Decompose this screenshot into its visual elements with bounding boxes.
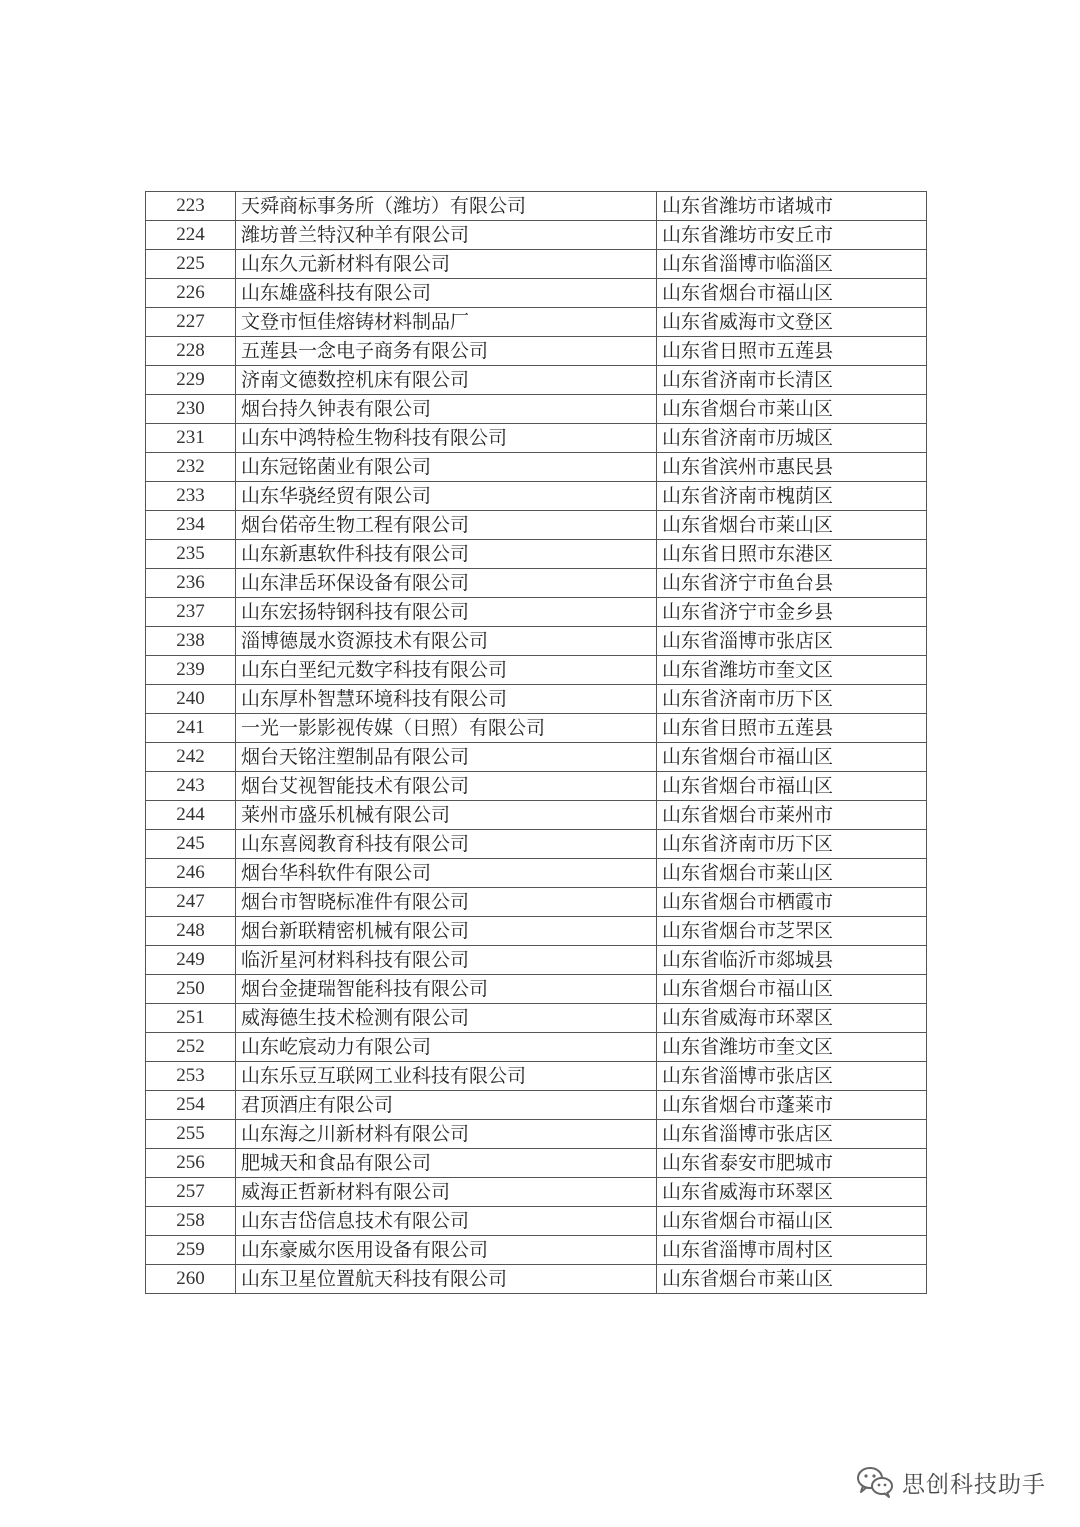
company-location: 山东省烟台市莱山区	[657, 859, 927, 888]
row-number: 233	[146, 482, 236, 511]
wechat-icon	[856, 1466, 894, 1498]
table-row	[146, 569, 927, 598]
row-number: 232	[146, 453, 236, 482]
company-location: 山东省淄博市周村区	[657, 1236, 927, 1265]
company-location: 山东省滨州市惠民县	[657, 453, 927, 482]
row-number: 224	[146, 221, 236, 250]
row-number: 235	[146, 540, 236, 569]
table-row	[146, 1178, 927, 1207]
table-row	[146, 598, 927, 627]
company-name: 山东中鸿特检生物科技有限公司	[236, 424, 657, 453]
company-name: 威海正哲新材料有限公司	[236, 1178, 657, 1207]
company-location: 山东省潍坊市奎文区	[657, 1033, 927, 1062]
company-location: 山东省烟台市福山区	[657, 743, 927, 772]
company-location: 山东省烟台市莱山区	[657, 395, 927, 424]
table-row	[146, 221, 927, 250]
company-location: 山东省日照市东港区	[657, 540, 927, 569]
row-number: 231	[146, 424, 236, 453]
company-name: 潍坊普兰特汉种羊有限公司	[236, 221, 657, 250]
row-number: 234	[146, 511, 236, 540]
company-name: 山东吉岱信息技术有限公司	[236, 1207, 657, 1236]
company-list-body	[146, 192, 927, 1294]
company-location: 山东省济南市历城区	[657, 424, 927, 453]
company-name: 临沂星河材料科技有限公司	[236, 946, 657, 975]
company-location: 山东省济南市长清区	[657, 366, 927, 395]
row-number: 253	[146, 1062, 236, 1091]
company-location: 山东省日照市五莲县	[657, 714, 927, 743]
row-number: 229	[146, 366, 236, 395]
table-row	[146, 743, 927, 772]
table-row	[146, 1033, 927, 1062]
company-location: 山东省淄博市张店区	[657, 1120, 927, 1149]
table-row	[146, 1120, 927, 1149]
company-location: 山东省烟台市芝罘区	[657, 917, 927, 946]
company-location: 山东省烟台市莱山区	[657, 1265, 927, 1294]
company-name: 山东海之川新材料有限公司	[236, 1120, 657, 1149]
row-number: 237	[146, 598, 236, 627]
company-name: 五莲县一念电子商务有限公司	[236, 337, 657, 366]
row-number: 244	[146, 801, 236, 830]
row-number: 258	[146, 1207, 236, 1236]
table-row	[146, 1091, 927, 1120]
company-name: 山东宏扬特钢科技有限公司	[236, 598, 657, 627]
company-location: 山东省淄博市临淄区	[657, 250, 927, 279]
row-number: 228	[146, 337, 236, 366]
company-name: 山东雄盛科技有限公司	[236, 279, 657, 308]
company-location: 山东省潍坊市安丘市	[657, 221, 927, 250]
table-row	[146, 859, 927, 888]
table-row	[146, 656, 927, 685]
watermark-text: 思创科技助手	[902, 1471, 1046, 1498]
row-number: 238	[146, 627, 236, 656]
table-row	[146, 946, 927, 975]
company-location: 山东省临沂市郯城县	[657, 946, 927, 975]
row-number: 247	[146, 888, 236, 917]
row-number: 257	[146, 1178, 236, 1207]
company-location: 山东省淄博市张店区	[657, 627, 927, 656]
company-location: 山东省烟台市莱州市	[657, 801, 927, 830]
company-location: 山东省烟台市栖霞市	[657, 888, 927, 917]
company-name: 山东华骁经贸有限公司	[236, 482, 657, 511]
company-name: 山东津岳环保设备有限公司	[236, 569, 657, 598]
table-row	[146, 1062, 927, 1091]
company-name: 山东乐豆互联网工业科技有限公司	[236, 1062, 657, 1091]
row-number: 254	[146, 1091, 236, 1120]
table-row	[146, 888, 927, 917]
table-row	[146, 511, 927, 540]
company-name: 烟台金捷瑞智能科技有限公司	[236, 975, 657, 1004]
company-location: 山东省淄博市张店区	[657, 1062, 927, 1091]
table-row	[146, 975, 927, 1004]
company-name: 山东厚朴智慧环境科技有限公司	[236, 685, 657, 714]
company-location: 山东省潍坊市奎文区	[657, 656, 927, 685]
company-list-table	[145, 191, 927, 1294]
row-number: 252	[146, 1033, 236, 1062]
company-location: 山东省烟台市福山区	[657, 772, 927, 801]
company-name: 淄博德晟水资源技术有限公司	[236, 627, 657, 656]
row-number: 241	[146, 714, 236, 743]
row-number: 225	[146, 250, 236, 279]
company-location: 山东省泰安市肥城市	[657, 1149, 927, 1178]
company-name: 济南文德数控机床有限公司	[236, 366, 657, 395]
company-name: 肥城天和食品有限公司	[236, 1149, 657, 1178]
table-row	[146, 366, 927, 395]
company-name: 烟台天铭注塑制品有限公司	[236, 743, 657, 772]
table-row	[146, 540, 927, 569]
row-number: 226	[146, 279, 236, 308]
table-row	[146, 424, 927, 453]
company-location: 山东省烟台市蓬莱市	[657, 1091, 927, 1120]
company-name: 山东久元新材料有限公司	[236, 250, 657, 279]
row-number: 239	[146, 656, 236, 685]
table-row	[146, 308, 927, 337]
company-name: 文登市恒佳熔铸材料制品厂	[236, 308, 657, 337]
table-row	[146, 685, 927, 714]
row-number: 240	[146, 685, 236, 714]
company-location: 山东省烟台市福山区	[657, 1207, 927, 1236]
company-location: 山东省烟台市莱山区	[657, 511, 927, 540]
company-name: 烟台新联精密机械有限公司	[236, 917, 657, 946]
table-row	[146, 714, 927, 743]
row-number: 259	[146, 1236, 236, 1265]
table-row	[146, 279, 927, 308]
company-name: 君顶酒庄有限公司	[236, 1091, 657, 1120]
table-row	[146, 192, 927, 221]
company-name: 山东白垩纪元数字科技有限公司	[236, 656, 657, 685]
company-location: 山东省济南市历下区	[657, 685, 927, 714]
table-row	[146, 395, 927, 424]
company-name: 山东屹宸动力有限公司	[236, 1033, 657, 1062]
company-name: 山东卫星位置航天科技有限公司	[236, 1265, 657, 1294]
row-number: 227	[146, 308, 236, 337]
table-row	[146, 250, 927, 279]
company-name: 烟台偌帝生物工程有限公司	[236, 511, 657, 540]
row-number: 236	[146, 569, 236, 598]
table-row	[146, 337, 927, 366]
row-number: 245	[146, 830, 236, 859]
company-name: 天舜商标事务所（潍坊）有限公司	[236, 192, 657, 221]
company-location: 山东省济宁市鱼台县	[657, 569, 927, 598]
company-name: 烟台华科软件有限公司	[236, 859, 657, 888]
row-number: 255	[146, 1120, 236, 1149]
row-number: 250	[146, 975, 236, 1004]
table-row	[146, 1236, 927, 1265]
row-number: 246	[146, 859, 236, 888]
table-row	[146, 627, 927, 656]
row-number: 251	[146, 1004, 236, 1033]
company-name: 烟台市智晓标准件有限公司	[236, 888, 657, 917]
company-location: 山东省济宁市金乡县	[657, 598, 927, 627]
table-row	[146, 830, 927, 859]
table-row	[146, 1149, 927, 1178]
company-location: 山东省济南市槐荫区	[657, 482, 927, 511]
company-location: 山东省烟台市福山区	[657, 279, 927, 308]
company-name: 山东新惠软件科技有限公司	[236, 540, 657, 569]
row-number: 223	[146, 192, 236, 221]
company-location: 山东省日照市五莲县	[657, 337, 927, 366]
row-number: 230	[146, 395, 236, 424]
company-location: 山东省烟台市福山区	[657, 975, 927, 1004]
company-location: 山东省威海市文登区	[657, 308, 927, 337]
company-location: 山东省济南市历下区	[657, 830, 927, 859]
watermark	[856, 1462, 1046, 1502]
company-name: 山东冠铭菌业有限公司	[236, 453, 657, 482]
row-number: 256	[146, 1149, 236, 1178]
company-location: 山东省潍坊市诸城市	[657, 192, 927, 221]
company-name: 烟台持久钟表有限公司	[236, 395, 657, 424]
row-number: 260	[146, 1265, 236, 1294]
row-number: 249	[146, 946, 236, 975]
table-row	[146, 453, 927, 482]
company-name: 山东喜阅教育科技有限公司	[236, 830, 657, 859]
table-row	[146, 482, 927, 511]
table-row	[146, 1004, 927, 1033]
row-number: 248	[146, 917, 236, 946]
company-name: 威海德生技术检测有限公司	[236, 1004, 657, 1033]
company-location: 山东省威海市环翠区	[657, 1004, 927, 1033]
company-location: 山东省威海市环翠区	[657, 1178, 927, 1207]
company-name: 烟台艾视智能技术有限公司	[236, 772, 657, 801]
table-row	[146, 772, 927, 801]
row-number: 242	[146, 743, 236, 772]
company-name: 一光一影影视传媒（日照）有限公司	[236, 714, 657, 743]
company-name: 莱州市盛乐机械有限公司	[236, 801, 657, 830]
company-name: 山东豪威尔医用设备有限公司	[236, 1236, 657, 1265]
table-row	[146, 801, 927, 830]
table-row	[146, 1265, 927, 1294]
table-row	[146, 917, 927, 946]
table-row	[146, 1207, 927, 1236]
row-number: 243	[146, 772, 236, 801]
